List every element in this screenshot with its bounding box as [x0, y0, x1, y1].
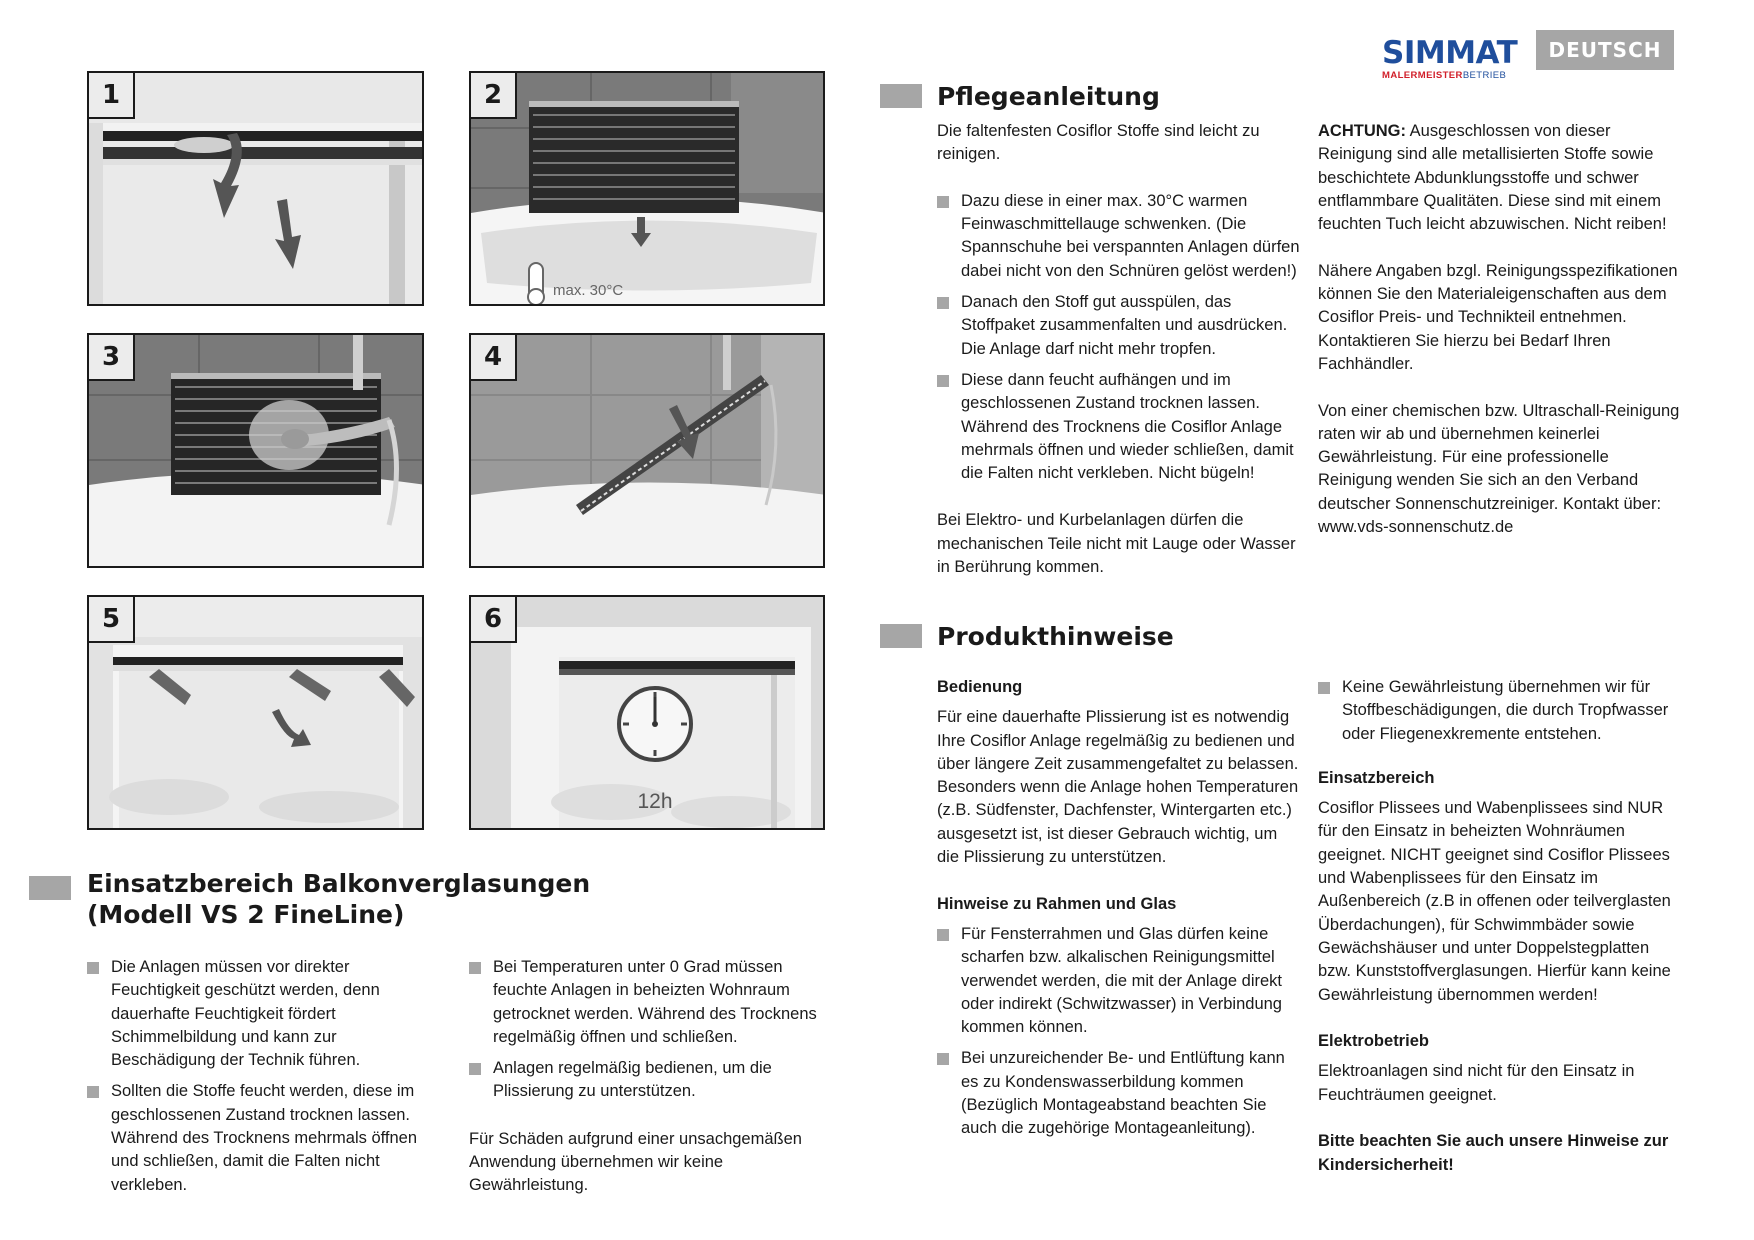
elektro-text: Elektroanlagen sind nicht für den Einsatz in Feuchträumen geeignet. — [1318, 1062, 1635, 1104]
logo-subtitle-b: BETRIEB — [1462, 70, 1507, 81]
pflege-intro: Die faltenfesten Cosiflor Stoffe sind leicht zu reinigen. — [937, 122, 1260, 164]
kinder-note: Bitte beachten Sie auch unsere Hinweise zur Kindersicherheit! — [1318, 1132, 1669, 1174]
illustration-panel-3 — [87, 333, 424, 568]
list-item: Für Fensterrahmen und Glas dürfen keine scharfen bzw. alkalischen Reinigungsmittel verwendet werden, die mit der Anlage direkt oder indirekt (Schwitzwasser) in Verbindung kommen können. — [937, 923, 1300, 1039]
balkon-title — [87, 868, 707, 930]
logo-wordmark: SIMMAT — [1382, 35, 1518, 71]
pflege-left-column — [937, 120, 1300, 603]
panel-number: 2 — [471, 73, 517, 119]
balkon-title-line2: (Modell VS 2 FineLine) — [87, 900, 405, 929]
logo-subtitle-a: MALERMEISTER — [1382, 70, 1463, 81]
step-2-illustration — [471, 73, 825, 306]
step-1-illustration — [89, 73, 424, 306]
step-6-illustration — [471, 597, 825, 830]
achtung-text: Ausgeschlossen von dieser Reinigung sind alle metallisierten Stoffe sowie beschichtete Abdunklungsstoffe und schwer entflammbare Qualitäten. Diese sind mit einem feuchten Tuch leicht abzuwischen. Nicht reiben! — [1318, 122, 1667, 234]
step-3-illustration — [89, 335, 424, 568]
list-item: Bei Temperaturen unter 0 Grad müssen feuchte Anlagen in beheizten Wohnraum getrocknet werden. Während des Trocknens regelmäßig öffnen und schließen. — [469, 956, 834, 1049]
balkon-right-column — [469, 956, 834, 1221]
einsatz-text: Cosiflor Plissees und Wabenplissees sind NUR für den Einsatz in beheizten Wohnräumen geeignet. NICHT geeignet sind Cosiflor Plissees und Wabenplissees für den Einsatz im Außenbereich (z.B in offenen oder teilverglasten Überdachungen), für Schwimmbäder sowie Gewächshäuser und unter Doppelstegplatten bzw. Kunststoffverglasungen. Hierfür kann keine Gewährleistung übernommen werden! — [1318, 799, 1671, 1004]
simmat-logo — [1382, 36, 1522, 81]
illustration-panel-4 — [469, 333, 825, 568]
pflege-paragraph-2: Nähere Angaben bzgl. Reinigungsspezifikationen können Sie den Materialeigenschaften aus dem Cosiflor Preis- und Technikteil entnehmen. Kontaktieren Sie hierzu bei Bedarf Ihren Fachhändler. — [1318, 261, 1678, 373]
einsatz-heading: Einsatzbereich — [1318, 768, 1435, 787]
panel-number: 5 — [89, 597, 135, 643]
achtung-label: ACHTUNG: — [1318, 122, 1406, 140]
logo-subtitle — [1382, 71, 1522, 81]
achtung-paragraph — [1318, 120, 1680, 236]
list-item: Danach den Stoff gut ausspülen, das Stoffpaket zusammenfalten und ausdrücken. Die Anlage darf nicht mehr tropfen. — [937, 291, 1300, 361]
list-item: Die Anlagen müssen vor direkter Feuchtigkeit geschützt werden, denn dauerhafte Feuchtigkeit fördert Schimmelbildung und kann zur Beschädigung der Technik führen. — [87, 956, 442, 1072]
balkon-note: Für Schäden aufgrund einer unsachgemäßen Anwendung übernehmen wir keine Gewährleistung. — [469, 1129, 802, 1195]
balkon-left-column — [87, 956, 442, 1205]
step-5-illustration — [89, 597, 424, 830]
list-item: Sollten die Stoffe feucht werden, diese im geschlossenen Zustand trocknen lassen. Während des Trocknens mehrmals öffnen und schließen, damit die Falten nicht verkleben. — [87, 1080, 442, 1196]
list-item: Dazu diese in einer max. 30°C warmen Feinwaschmittellauge schwenken. (Die Spannschuhe bei verspannten Anlagen dürfen dabei nicht von den Schnüren gelöst werden!) — [937, 190, 1300, 283]
bedienung-text: Für eine dauerhafte Plissierung ist es notwendig Ihre Cosiflor Anlage regelmäßig zu bedienen und über längere Zeit zusammengefaltet zu belassen. Besonders wenn die Anlage hohen Temperaturen (z.B. Südfenster, Dachfenster, Wintergarten etc.) ausgesetzt ist, ist dieser Gebrauch wichtig, um die Plissierung zu unterstützen. — [937, 708, 1299, 867]
illustration-panel-1 — [87, 71, 424, 306]
panel-number: 1 — [89, 73, 135, 119]
balkon-title-line1: Einsatzbereich Balkonverglasungen — [87, 869, 591, 898]
illustration-panel-2 — [469, 71, 825, 306]
elektro-heading: Elektrobetrieb — [1318, 1032, 1429, 1051]
pflege-paragraph-3: Von einer chemischen bzw. Ultraschall-Reinigung raten wir ab und übernehmen keinerlei Gewährleistung. Für eine professionelle Reinigung wenden Sie sich an den Verband deutscher Sonnenschutzreiniger. Kontakt über: www.vds-sonnenschutz.de — [1318, 401, 1680, 537]
section-marker — [29, 876, 71, 900]
pflege-note: Bei Elektro- und Kurbelanlagen dürfen die mechanischen Teile nicht mit Lauge oder Wasser in Berührung kommen. — [937, 511, 1296, 577]
panel-number: 6 — [471, 597, 517, 643]
language-badge: DEUTSCH — [1536, 30, 1674, 70]
list-item: Keine Gewährleistung übernehmen wir für Stoffbeschädigungen, die durch Tropfwasser oder Fliegenexkremente entstehen. — [1318, 676, 1680, 746]
pflege-right-column — [1318, 120, 1680, 563]
section-marker — [880, 84, 922, 108]
illustration-panel-6 — [469, 595, 825, 830]
bedienung-heading: Bedienung — [937, 678, 1023, 696]
list-item: Diese dann feucht aufhängen und im geschlossenen Zustand trocknen lassen. Während des Trocknens die Cosiflor Anlage mehrmals öffnen und wieder schließen, damit die Falten nicht verkleben. Nicht bügeln! — [937, 369, 1300, 485]
list-item: Bei unzureichender Be- und Entlüftung kann es zu Kondenswasserbildung kommen (Bezüglich Montageabstand beachten Sie auch die zugehörige Montageanleitung). — [937, 1047, 1300, 1140]
list-item: Anlagen regelmäßig bedienen, um die Plissierung zu unterstützen. — [469, 1057, 834, 1104]
step-4-illustration — [471, 335, 825, 568]
pflege-title: Pflegeanleitung — [937, 82, 1160, 111]
rahmen-heading: Hinweise zu Rahmen und Glas — [937, 894, 1177, 913]
illustration-panel-5 — [87, 595, 424, 830]
panel-number: 3 — [89, 335, 135, 381]
section-marker — [880, 624, 922, 648]
produkt-title: Produkthinweise — [937, 622, 1174, 651]
panel-number: 4 — [471, 335, 517, 381]
produkt-right-column — [1318, 676, 1680, 1200]
produkt-left-column — [937, 676, 1300, 1149]
clock-label: 12h — [637, 790, 673, 813]
thermometer-label: max. 30°C — [553, 282, 624, 299]
